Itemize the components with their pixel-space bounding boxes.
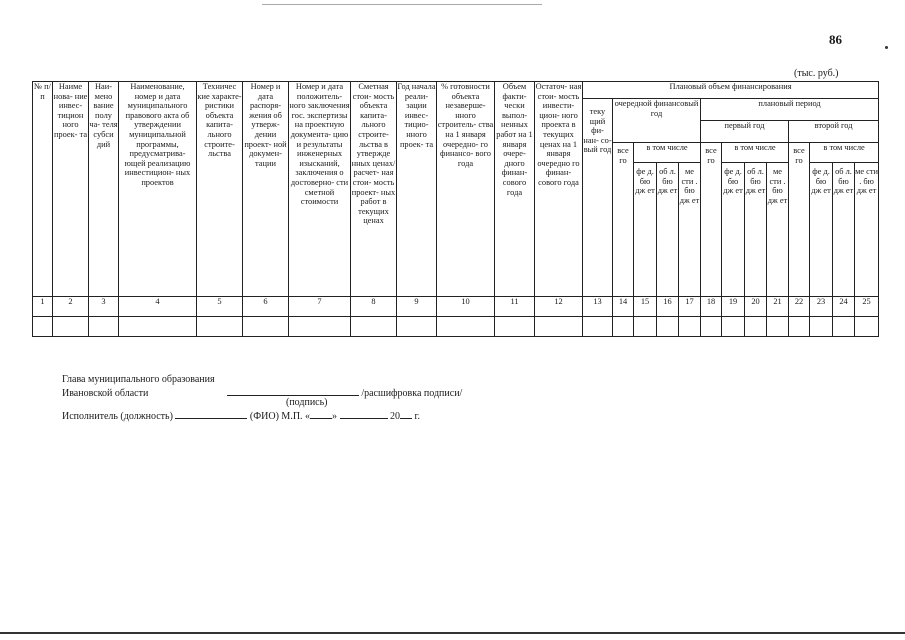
column-number: 22 bbox=[789, 297, 810, 317]
header-regional-second: об л. бю дж ет bbox=[833, 163, 855, 297]
header-start-year: Год начала реали- зации инвес- тицио- нного проек- та bbox=[397, 82, 437, 297]
fio-mp: (ФИО) М.П. « bbox=[249, 411, 311, 422]
table-cell bbox=[745, 317, 767, 337]
table-cell bbox=[855, 317, 879, 337]
column-number: 12 bbox=[535, 297, 583, 317]
day-line bbox=[310, 409, 332, 419]
table-cell bbox=[289, 317, 351, 337]
top-rule bbox=[262, 4, 542, 5]
header-including-first: в том числе bbox=[722, 143, 789, 163]
month-line bbox=[340, 409, 388, 419]
table-cell bbox=[583, 317, 613, 337]
signature-label: (подпись) bbox=[286, 397, 328, 408]
bottom-rule bbox=[0, 632, 905, 634]
units-label: (тыс. руб.) bbox=[794, 68, 839, 79]
table-cell bbox=[53, 317, 89, 337]
table-cell bbox=[679, 317, 701, 337]
header-planning-period: плановый период bbox=[701, 99, 879, 121]
column-number: 3 bbox=[89, 297, 119, 317]
year-line bbox=[400, 409, 412, 419]
executor-label: Исполнитель (должность) bbox=[62, 411, 173, 422]
table-cell bbox=[89, 317, 119, 337]
header-remaining-cost: Остаточ- ная стои- мость инвести- цион- ного проекта в текущих ценах на 1 января очередно го финан- сового года bbox=[535, 82, 583, 297]
column-number: 10 bbox=[437, 297, 495, 317]
header-federal-second: фе д. бю дж ет bbox=[810, 163, 833, 297]
signature-row bbox=[62, 386, 462, 399]
header-regional-next: об л. бю дж ет bbox=[657, 163, 679, 297]
signature-line bbox=[227, 386, 359, 396]
table-cell bbox=[634, 317, 657, 337]
header-estimated-cost: Сметная стои- мость объекта капита- льного строите- льства в утвержде нных ценах/ расчет- ная стои- мость проект- ных работ в текущих ценах bbox=[351, 82, 397, 297]
column-number: 6 bbox=[243, 297, 289, 317]
financing-table bbox=[32, 81, 879, 337]
header-num: № п/п bbox=[33, 82, 53, 297]
column-number: 2 bbox=[53, 297, 89, 317]
header-subsidy-name: Наи- мено вание полу ча- теля субси дий bbox=[89, 82, 119, 297]
table-cell bbox=[119, 317, 197, 337]
empty-data-row bbox=[33, 317, 879, 337]
table-cell bbox=[701, 317, 722, 337]
table-cell bbox=[535, 317, 583, 337]
table-cell bbox=[833, 317, 855, 337]
header-order-number: Номер и дата распоря- жения об утверж- дении проект- ной докумен- тации bbox=[243, 82, 289, 297]
header-federal-next: фе д. бю дж ет bbox=[634, 163, 657, 297]
header-including-next: в том числе bbox=[634, 143, 701, 163]
column-number: 17 bbox=[679, 297, 701, 317]
column-number: 25 bbox=[855, 297, 879, 317]
column-number: 13 bbox=[583, 297, 613, 317]
column-number: 14 bbox=[613, 297, 634, 317]
column-number: 18 bbox=[701, 297, 722, 317]
header-total-next: все го bbox=[613, 143, 634, 297]
table-cell bbox=[495, 317, 535, 337]
header-next-fin-year: очередной финансовый год bbox=[613, 99, 701, 143]
table-cell bbox=[613, 317, 634, 337]
head-title-line2: Ивановской области bbox=[62, 388, 149, 399]
column-number: 11 bbox=[495, 297, 535, 317]
table-cell bbox=[243, 317, 289, 337]
executor-row bbox=[62, 409, 420, 422]
column-number: 23 bbox=[810, 297, 833, 317]
header-local-second: ме сти . бю дж ет bbox=[855, 163, 879, 297]
table-cell bbox=[437, 317, 495, 337]
table-cell bbox=[767, 317, 789, 337]
header-project-name: Наиме нова- ние инвес- тицион ного проек- та bbox=[53, 82, 89, 297]
header-tech-specs: Техничес кие характе- ристики объекта капита- льного строите- льства bbox=[197, 82, 243, 297]
header-second-year: второй год bbox=[789, 121, 879, 143]
column-number: 4 bbox=[119, 297, 197, 317]
quote-close: » bbox=[332, 411, 338, 422]
table-cell bbox=[789, 317, 810, 337]
column-number: 16 bbox=[657, 297, 679, 317]
column-number: 1 bbox=[33, 297, 53, 317]
column-number: 24 bbox=[833, 297, 855, 317]
signature-decoding: /расшифровка подписи/ bbox=[361, 388, 463, 399]
header-first-year: первый год bbox=[701, 121, 789, 143]
header-regional-first: об л. бю дж ет bbox=[745, 163, 767, 297]
header-including-second: в том числе bbox=[810, 143, 879, 163]
scan-dot bbox=[885, 46, 888, 49]
header-legal-act: Наименование, номер и дата муниципального правового акта об утверждении муниципальной программы, предусматрива- ющей реализацию инвестицион- ных проектов bbox=[119, 82, 197, 297]
header-completion-pct: % готовности объекта незаверше- нного строитель- ства на 1 января очередно- го финансо- вого года bbox=[437, 82, 495, 297]
header-total-second: все го bbox=[789, 143, 810, 297]
column-number: 19 bbox=[722, 297, 745, 317]
header-planned-financing: Плановый объем финансирования bbox=[583, 82, 879, 99]
column-number: 7 bbox=[289, 297, 351, 317]
table-cell bbox=[810, 317, 833, 337]
column-number: 15 bbox=[634, 297, 657, 317]
year-suffix: г. bbox=[414, 411, 421, 422]
table-cell bbox=[722, 317, 745, 337]
table-cell bbox=[197, 317, 243, 337]
header-federal-first: фе д. бю дж ет bbox=[722, 163, 745, 297]
header-expertise: Номер и дата положитель- ного заключения гос. экспертизы на проектную документа- цию и результаты инженерных изысканий, заключения о достоверно- сти сметной стоимости bbox=[289, 82, 351, 297]
year-prefix: 20 bbox=[390, 411, 401, 422]
header-local-next: ме сти . бю дж ет bbox=[679, 163, 701, 297]
column-number: 21 bbox=[767, 297, 789, 317]
table-cell bbox=[33, 317, 53, 337]
column-number: 5 bbox=[197, 297, 243, 317]
header-total-first: все го bbox=[701, 143, 722, 297]
executor-line bbox=[175, 409, 247, 419]
head-title-line1: Глава муниципального образования bbox=[62, 374, 215, 385]
column-number: 8 bbox=[351, 297, 397, 317]
header-local-first: ме сти . бю дж ет bbox=[767, 163, 789, 297]
column-number: 9 bbox=[397, 297, 437, 317]
header-current-year: теку щий фи- нан- со- вый год bbox=[583, 99, 613, 297]
table-cell bbox=[397, 317, 437, 337]
header-actual-volume: Объем факти- чески выпол- ненных работ на 1 января очере- дного финан- сового года bbox=[495, 82, 535, 297]
page-number: 86 bbox=[829, 32, 842, 47]
table-cell bbox=[351, 317, 397, 337]
column-number-row bbox=[33, 297, 879, 317]
column-number: 20 bbox=[745, 297, 767, 317]
table-cell bbox=[657, 317, 679, 337]
